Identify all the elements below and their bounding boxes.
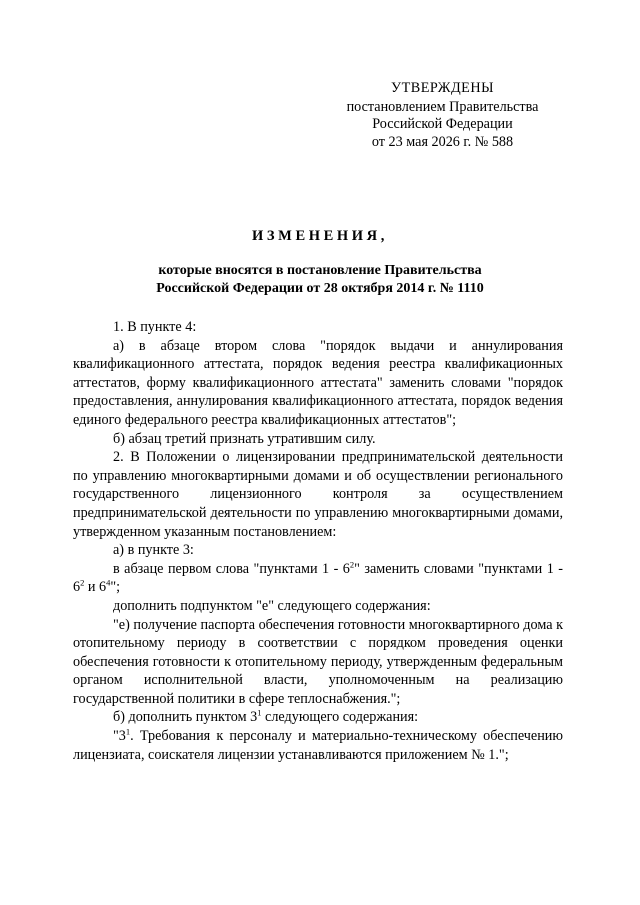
p6-superscript-3: 4 — [106, 577, 111, 588]
approval-heading: УТВЕРЖДЕНЫ — [391, 80, 494, 96]
document-title — [0, 228, 640, 297]
title-main: ИЗМЕНЕНИЯ, — [252, 228, 388, 244]
paragraph-10 — [73, 727, 563, 764]
paragraph-9 — [73, 708, 563, 727]
paragraph-4: 2. В Положении о лицензировании предпринимательской деятельности по управлению многоквартирными домами и об осуществлении регионального государственного лицензионного контроля за осуществлением предпринимательской деятельности по управлению многоквартирными домами, утвержденном указанным постановлением: — [73, 449, 563, 540]
p6-superscript-1: 2 — [349, 558, 355, 569]
approval-line-1: постановлением Правительства — [346, 98, 539, 115]
p10-text-a: "3 — [113, 728, 126, 745]
paragraph-2: а) в абзаце втором слова "порядок выдачи и аннулирования квалификационного аттестата, порядок ведения реестра квалификационных аттестатов, форму квалификационного аттестата" заменить словами "порядок предоставления, аннулирования квалификационного аттестата, порядок ведения единого федерального реестра квалификационных аттестатов"; — [73, 337, 563, 428]
paragraph-3: б) абзац третий признать утратившим силу. — [113, 430, 376, 447]
p10-text-b: . Требования к персоналу и материально-техническому обеспечению лицензиата, соискателя лицензии устанавливаются приложением № 1."; — [73, 728, 563, 763]
paragraph-6 — [73, 560, 563, 597]
title-subtitle-line-1: которые вносятся в постановление Правительства — [158, 263, 482, 278]
p9-superscript: 1 — [257, 707, 262, 718]
p6-superscript-2: 2 — [80, 577, 85, 588]
p9-text-a: б) дополнить пунктом 3 — [113, 709, 258, 726]
paragraph-7: дополнить подпунктом "е" следующего содержания: — [113, 597, 431, 614]
p6-text-a: в абзаце первом слова "пунктами 1 - 6 — [113, 560, 350, 577]
p6-text-b: " заменить словами "пунктами 1 - 6 — [73, 560, 563, 596]
approval-date-number: от 23 мая 2026 г. № 588 — [371, 133, 514, 150]
paragraph-1: 1. В пункте 4: — [113, 319, 197, 335]
paragraph-5: а) в пункте 3: — [113, 542, 194, 559]
title-subtitle-line-2: Российской Федерации от 28 октября 2014 г. № 1110 — [156, 280, 484, 296]
document-body — [73, 318, 563, 764]
p6-text-c: и 6 — [84, 579, 107, 596]
approval-stamp — [330, 80, 555, 151]
approval-line-2: Российской Федерации — [372, 116, 513, 132]
p9-text-b: следующего содержания: — [261, 709, 419, 726]
p6-text-d: "; — [110, 579, 121, 596]
paragraph-8: "е) получение паспорта обеспечения готовности многоквартирного дома к отопительному периоду в соответствии с порядком проведения оценки обеспечения готовности к отопительному периоду, утвержденным федеральным органом исполнительной власти, уполномоченным на реализацию государственной политики в сфере теплоснабжения."; — [73, 616, 563, 707]
p10-superscript: 1 — [125, 726, 131, 737]
